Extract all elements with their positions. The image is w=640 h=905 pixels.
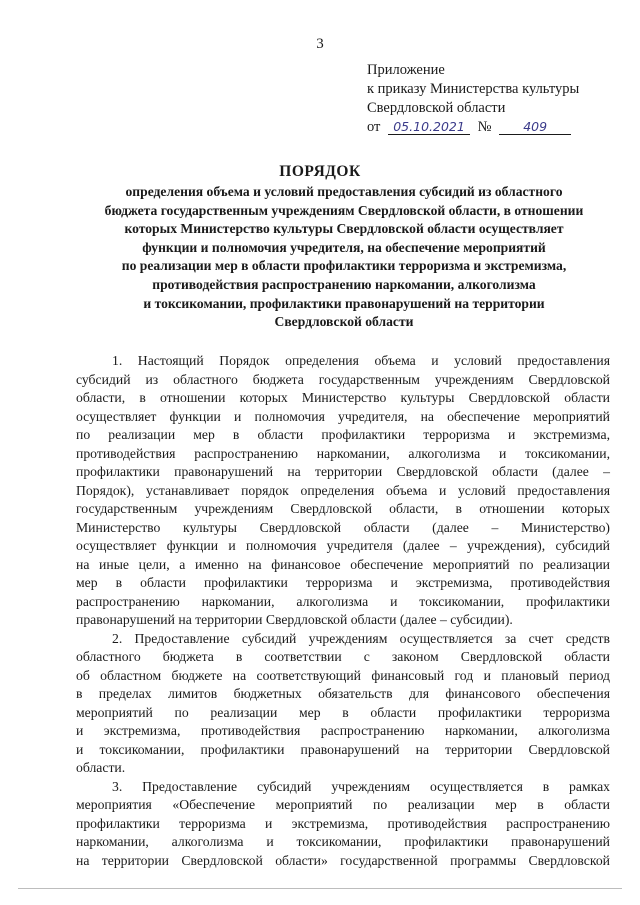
body-line: и токсикомании, профилактики правонарушений на территории Свердловской <box>76 741 610 757</box>
body-line: областного бюджета в соответствии с законом Свердловской области <box>76 649 610 664</box>
appendix-date-number-row <box>367 118 627 137</box>
body-line: государственным учреждениям Свердловской области, в отношении которых <box>76 501 610 516</box>
scan-bottom-edge <box>18 888 622 889</box>
body-line: 1. Настоящий Порядок определения объема и условий предоставления <box>112 353 610 368</box>
body-line: Министерство культуры Свердловской области (далее – Министерство) <box>76 519 610 535</box>
body-line: Порядок), устанавливает порядок определения объема и условий предоставления <box>76 482 610 498</box>
paragraph-2 <box>76 630 610 778</box>
body-line: мероприятий по реализации мер в области профилактики терроризма <box>76 704 610 720</box>
paragraph-1 <box>76 352 610 630</box>
body-line: и экстремизма, противодействия распространению наркомании, алкоголизма <box>76 723 610 738</box>
subtitle-line: определения объема и условий предоставления субсидий из областного <box>125 184 563 199</box>
body-line: мероприятия «Обеспечение мероприятий по реализации мер в области <box>76 797 610 812</box>
document-body <box>76 352 610 870</box>
body-line: в пределах лимитов бюджетных обязательств для финансового обеспечения <box>76 686 610 701</box>
body-line: субсидий из областного бюджета государственным учреждениям Свердловской <box>76 371 610 387</box>
body-line: осуществляет функции и полномочия учредителя (далее – учреждения), субсидий <box>76 538 610 553</box>
appendix-block <box>367 61 627 137</box>
body-line: наркомании, алкоголизма и токсикомании, профилактики правонарушений <box>76 834 610 849</box>
subtitle-line: противодействия распространению наркомании, алкоголизма <box>152 276 536 292</box>
body-line: осуществляет функции и полномочия учредителя, на обеспечение мероприятий <box>76 408 610 424</box>
appendix-heading: Приложение <box>367 62 445 78</box>
body-line: на территории Свердловской области» государственной программы Свердловской <box>76 852 610 868</box>
body-line: противодействия распространению наркомании, алкоголизма и токсикомании, <box>76 445 610 461</box>
body-line: правонарушений на территории Свердловской области (далее – субсидии). <box>76 612 513 627</box>
subtitle-line: по реализации мер в области профилактики терроризма и экстремизма, <box>121 258 567 274</box>
document-title: ПОРЯДОК <box>279 163 361 180</box>
body-line: профилактики правонарушений на территории Свердловской области (далее – <box>76 464 610 479</box>
appendix-region: Свердловской области <box>367 100 506 116</box>
subtitle-line: и токсикомании, профилактики правонарушений на территории <box>143 295 545 311</box>
body-line: по реализации мер в области профилактики терроризма и экстремизма, <box>76 427 610 442</box>
handwritten-order-number: 409 <box>499 119 571 135</box>
page-number: 3 <box>316 36 324 52</box>
appendix-order-reference: к приказу Министерства культуры <box>367 81 580 97</box>
subtitle-line: бюджета государственным учреждениям Свердловской области, в отношении <box>104 202 584 218</box>
subtitle-line: Свердловской области <box>274 314 414 330</box>
body-line: 2. Предоставление субсидий учреждениям осуществляется за счет средств <box>112 630 610 646</box>
document-subtitle <box>84 183 604 332</box>
subtitle-line: функции и полномочия учредителя, на обеспечение мероприятий <box>142 239 546 255</box>
body-line: на иные цели, а именно на финансовое обеспечение мероприятий по реализации <box>76 556 610 572</box>
body-line: области, в отношении которых Министерство культуры Свердловской области <box>76 390 610 405</box>
number-prefix: № <box>477 119 492 135</box>
body-line: 3. Предоставление субсидий учреждениям осуществляется в рамках <box>112 778 610 794</box>
body-line: об областном бюджете на соответствующий финансовый год и плановый период <box>76 667 610 683</box>
date-prefix: от <box>367 119 381 135</box>
paragraph-3 <box>76 778 610 871</box>
body-line: области. <box>76 760 126 775</box>
body-line: профилактики терроризма и экстремизма, противодействия распространению <box>76 815 610 831</box>
handwritten-date: 05.10.2021 <box>388 119 470 135</box>
body-line: распространению наркомании, алкоголизма и токсикомании, профилактики <box>76 593 610 609</box>
body-line: мер в области профилактики терроризма и экстремизма, противодействия <box>76 575 610 590</box>
subtitle-line: которых Министерство культуры Свердловской области осуществляет <box>124 221 564 237</box>
